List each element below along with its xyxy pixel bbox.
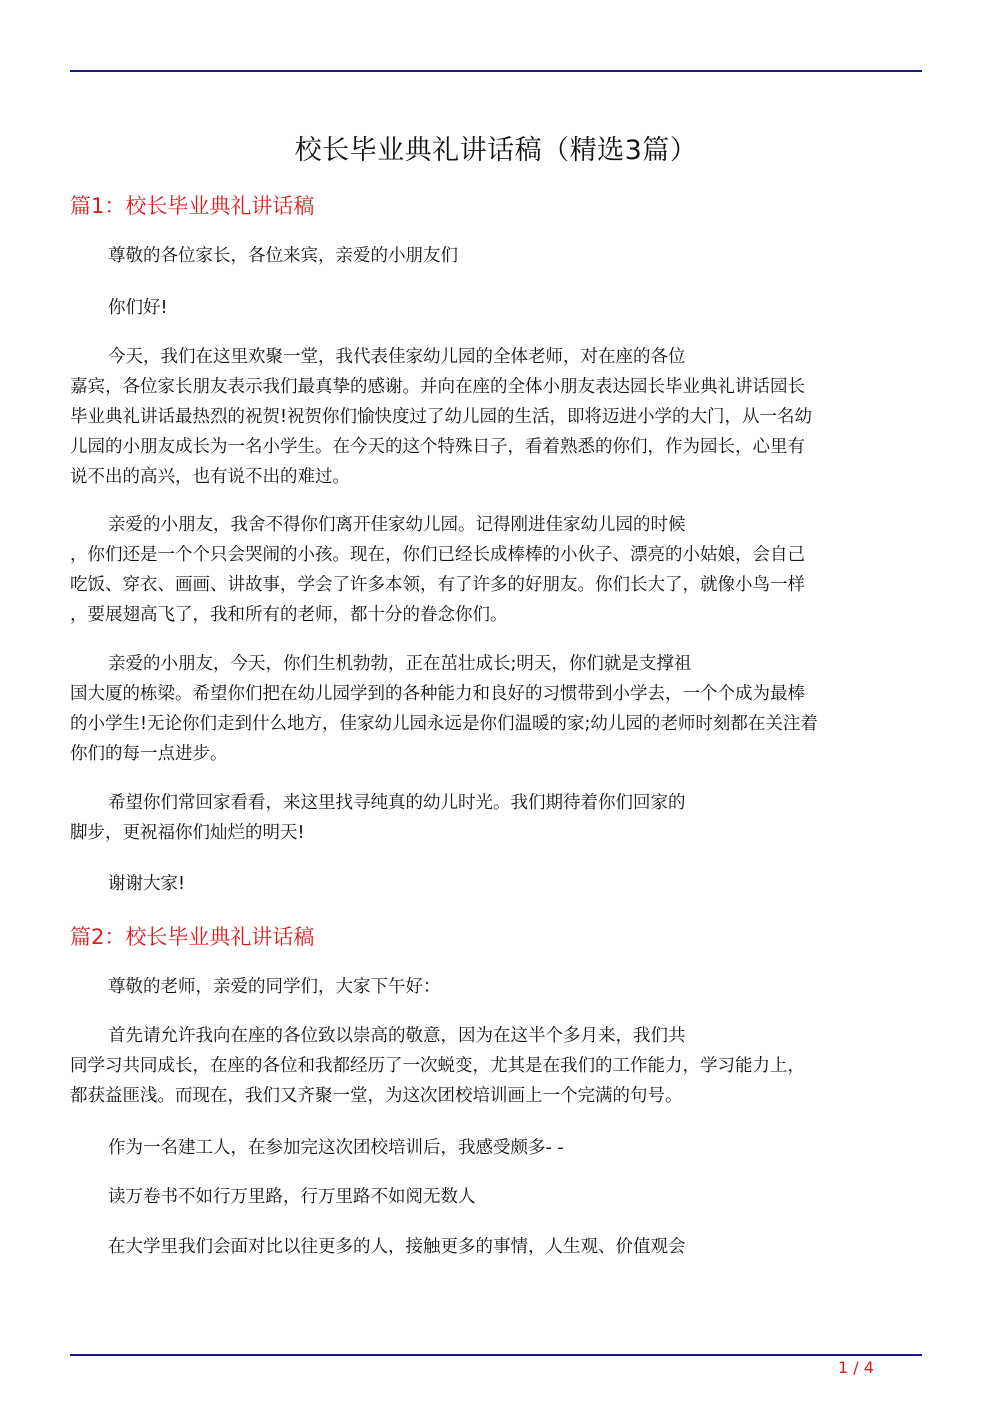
paragraph-line: 今天，我们在这里欢聚一堂，我代表佳家幼儿园的全体老师，对在座的各位 (108, 347, 686, 367)
paragraph (70, 972, 922, 1002)
paragraph-line: ，要展翅高飞了，我和所有的老师，都十分的眷念你们。 (70, 605, 508, 625)
paragraph-line: 首先请允许我向在座的各位致以崇高的敬意，因为在这半个多月来，我们共 (108, 1026, 686, 1046)
paragraph-line: 脚步，更祝福你们灿烂的明天! (70, 823, 305, 843)
section-heading-1: 篇1：校长毕业典礼讲话稿 (70, 194, 315, 218)
paragraph-line: 嘉宾，各位家长朋友表示我们最真挚的感谢。并向在座的全体小朋友表达园长毕业典礼讲话园长 (70, 377, 805, 397)
paragraph (70, 788, 922, 848)
header-rule (70, 70, 922, 72)
paragraph-line: 你们的每一点进步。 (70, 744, 228, 764)
paragraph-line: 亲爱的小朋友，我舍不得你们离开佳家幼儿园。记得刚进佳家幼儿园的时候 (108, 515, 686, 535)
paragraph (70, 510, 922, 630)
paragraph-line: 读万卷书不如行万里路，行万里路不如阅无数人 (108, 1187, 476, 1207)
paragraph-line: 亲爱的小朋友，今天，你们生机勃勃，正在茁壮成长;明天，你们就是支撑祖 (108, 654, 692, 674)
paragraph (70, 293, 922, 323)
paragraph-line: 同学习共同成长，在座的各位和我都经历了一次蜕变，尤其是在我们的工作能力，学习能力上， (70, 1056, 805, 1076)
section-heading-2: 篇2：校长毕业典礼讲话稿 (70, 925, 315, 949)
paragraph (70, 1021, 922, 1111)
paragraph-line: 毕业典礼讲话最热烈的祝贺!祝贺你们愉快度过了幼儿园的生活，即将迈进小学的大门，从一名幼 (70, 407, 813, 427)
paragraph-line: 说不出的高兴，也有说不出的难过。 (70, 467, 350, 487)
paragraph (70, 1133, 922, 1163)
paragraph-line: 儿园的小朋友成长为一名小学生。在今天的这个特殊日子，看着熟悉的你们，作为园长，心里有 (70, 437, 805, 457)
paragraph (70, 869, 922, 899)
paragraph-line: 尊敬的各位家长，各位来宾，亲爱的小朋友们 (108, 246, 458, 266)
footer-rule (70, 1354, 922, 1356)
page-number: 1 / 4 (838, 1358, 874, 1377)
paragraph (70, 342, 922, 492)
paragraph (70, 1182, 922, 1212)
paragraph-line: 都获益匪浅。而现在，我们又齐聚一堂，为这次团校培训画上一个完满的句号。 (70, 1086, 683, 1106)
paragraph (70, 649, 922, 769)
paragraph-line: 谢谢大家! (108, 874, 186, 894)
paragraph-line: 的小学生!无论你们走到什么地方，佳家幼儿园永远是你们温暖的家;幼儿园的老师时刻都在关注着 (70, 714, 818, 734)
paragraph (70, 241, 922, 271)
paragraph-line: 吃饭、穿衣、画画、讲故事，学会了许多本领，有了许多的好朋友。你们长大了，就像小鸟一样 (70, 575, 805, 595)
paragraph-line: 作为一名建工人，在参加完这次团校培训后，我感受颇多- - (108, 1138, 564, 1158)
paragraph (70, 1232, 922, 1262)
paragraph-line: 在大学里我们会面对比以往更多的人，接触更多的事情，人生观、价值观会 (108, 1237, 686, 1257)
paragraph-line: 希望你们常回家看看，来这里找寻纯真的幼儿时光。我们期待着你们回家的 (108, 793, 686, 813)
paragraph-line: 国大厦的栋梁。希望你们把在幼儿园学到的各种能力和良好的习惯带到小学去，一个个成为最棒 (70, 684, 805, 704)
paragraph-line: ，你们还是一个个只会哭闹的小孩。现在，你们已经长成棒棒的小伙子、漂亮的小姑娘，会自己 (70, 545, 805, 565)
paragraph-line: 你们好! (108, 298, 168, 318)
paragraph-line: 尊敬的老师，亲爱的同学们，大家下午好： (108, 977, 441, 997)
document-title: 校长毕业典礼讲话稿（精选3篇） (294, 135, 698, 166)
